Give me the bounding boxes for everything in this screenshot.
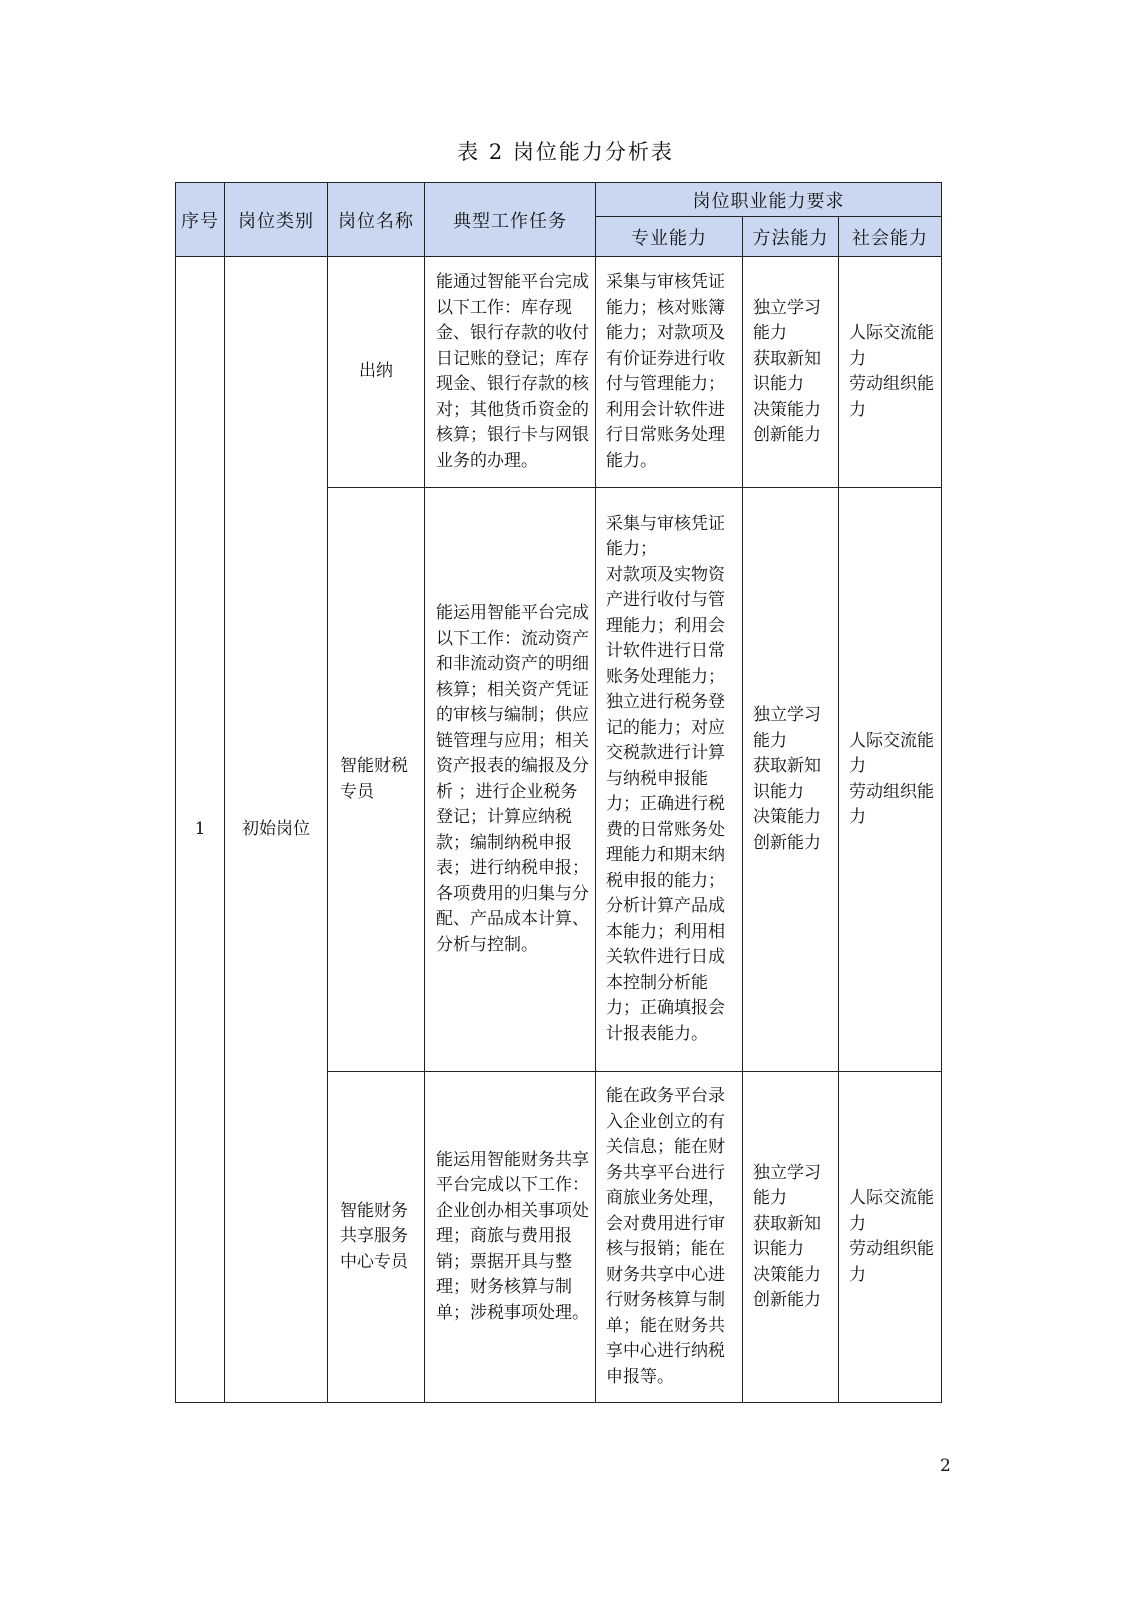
header-name: 岗位名称 <box>328 183 425 257</box>
row-tasks: 能运用智能平台完成以下工作：流动资产和非流动资产的明细核算；相关资产凭证的审核与编制；供应链管理与应用；相关资产报表的编报及分析 ；进行企业税务登记；计算应纳税款；编制纳税申报表；进行纳税申报；各项费用的归集与分配、产品成本计算、分析与控制。 <box>425 488 596 1072</box>
header-method: 方法能力 <box>743 217 839 257</box>
row-method: 独立学习能力 获取新知识能力 决策能力 创新能力 <box>743 488 839 1072</box>
header-professional: 专业能力 <box>596 217 743 257</box>
row-tasks: 能运用智能财务共享平台完成以下工作： 企业创办相关事项处理；商旅与费用报销；票据开具与整理；财务核算与制单；涉税事项处理。 <box>425 1072 596 1403</box>
row-professional: 采集与审核凭证能力； 对款项及实物资产进行收付与管理能力；利用会计软件进行日常账务处理能力； 独立进行税务登记的能力；对应交税款进行计算与纳税申报能力；正确进行税费的日常账务处理能力和期末纳税申报的能力；分析计算产品成本能力；利用相关软件进行日成本控制分析能力；正确填报会计报表能力。 <box>596 488 743 1072</box>
row-name: 智能财税专员 <box>328 488 425 1072</box>
header-requirements: 岗位职业能力要求 <box>596 183 942 217</box>
row-name: 智能财务共享服务中心专员 <box>328 1072 425 1403</box>
header-index: 序号 <box>176 183 225 257</box>
row-index: 1 <box>176 257 225 1403</box>
page-number: 2 <box>940 1456 951 1476</box>
position-ability-table <box>175 182 942 1403</box>
row-category: 初始岗位 <box>225 257 328 1403</box>
header-category: 岗位类别 <box>225 183 328 257</box>
row-professional: 采集与审核凭证能力；核对账簿能力；对款项及有价证券进行收付与管理能力； 利用会计软件进行日常账务处理能力。 <box>596 257 743 488</box>
header-tasks: 典型工作任务 <box>425 183 596 257</box>
table-title: 表 2 岗位能力分析表 <box>457 140 674 164</box>
row-tasks: 能通过智能平台完成以下工作：库存现金、银行存款的收付日记账的登记；库存现金、银行存款的核对；其他货币资金的核算；银行卡与网银业务的办理。 <box>425 257 596 488</box>
table-row <box>176 257 942 488</box>
row-social: 人际交流能力 劳动组织能力 <box>839 1072 942 1403</box>
row-social: 人际交流能力 劳动组织能力 <box>839 488 942 1072</box>
row-name: 出纳 <box>328 257 425 488</box>
row-social: 人际交流能力 劳动组织能力 <box>839 257 942 488</box>
row-method: 独立学习能力 获取新知识能力 决策能力 创新能力 <box>743 1072 839 1403</box>
row-professional: 能在政务平台录入企业创立的有关信息；能在财务共享平台进行商旅业务处理，会对费用进行审核与报销；能在财务共享中心进行财务核算与制单；能在财务共享中心进行纳税申报等。 <box>596 1072 743 1403</box>
row-method: 独立学习能力 获取新知识能力 决策能力 创新能力 <box>743 257 839 488</box>
header-social: 社会能力 <box>839 217 942 257</box>
